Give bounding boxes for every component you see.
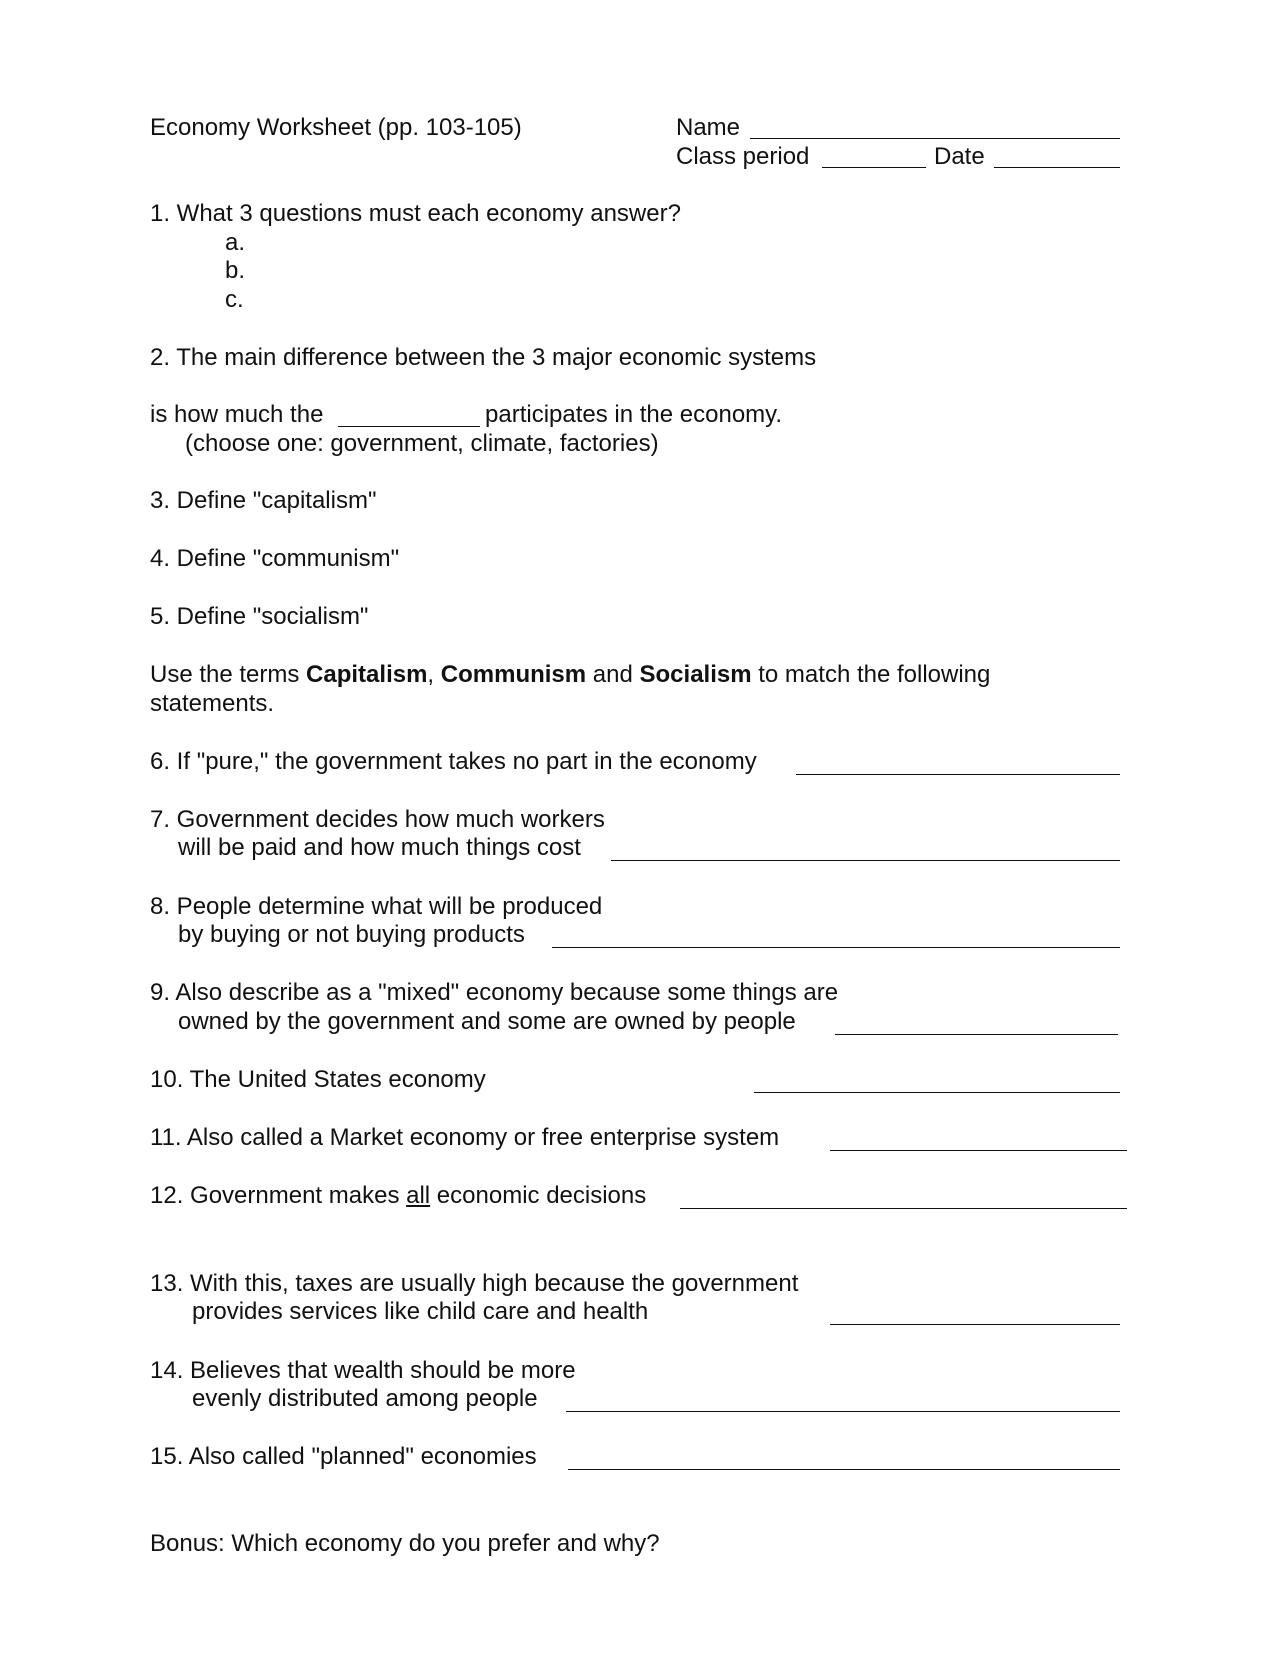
question-9-line-1: 9. Also describe as a "mixed" economy because some things are — [150, 979, 839, 1006]
question-2-line-1: 2. The main difference between the 3 major economic systems — [150, 344, 817, 371]
question-8-blank[interactable] — [552, 947, 1120, 948]
instructions-text-4: to match the following — [751, 661, 991, 688]
class-period-label: Class period — [676, 143, 810, 170]
question-10-blank[interactable] — [754, 1092, 1120, 1093]
question-7-blank[interactable] — [611, 860, 1120, 861]
instructions-text-1: Use the terms — [150, 661, 307, 688]
question-2-line-2-start: is how much the — [150, 401, 324, 428]
question-15: 15. Also called "planned" economies — [150, 1443, 537, 1470]
question-13-blank[interactable] — [830, 1324, 1120, 1325]
bonus-question: Bonus: Which economy do you prefer and why? — [150, 1530, 660, 1557]
question-1-a: a. — [225, 229, 246, 256]
question-8-line-1: 8. People determine what will be produced — [150, 893, 603, 920]
question-9-line-2: owned by the government and some are owned by people — [178, 1008, 796, 1035]
instructions-text-3: and — [586, 661, 640, 688]
question-12-emphasis: all — [406, 1182, 431, 1209]
question-2-hint: (choose one: government, climate, factories) — [185, 430, 659, 457]
question-12-text-start: 12. Government makes — [150, 1182, 407, 1209]
date-blank[interactable] — [994, 167, 1120, 168]
question-6-blank[interactable] — [796, 774, 1120, 775]
question-14-blank[interactable] — [566, 1411, 1120, 1412]
question-14-line-1: 14. Believes that wealth should be more — [150, 1357, 576, 1384]
name-blank[interactable] — [750, 138, 1120, 139]
question-11: 11. Also called a Market economy or free enterprise system — [150, 1124, 780, 1151]
question-7-line-2: will be paid and how much things cost — [178, 834, 581, 861]
question-13-line-2: provides services like child care and health — [192, 1298, 649, 1325]
question-1-b: b. — [225, 257, 246, 284]
question-7-line-1: 7. Government decides how much workers — [150, 806, 605, 833]
question-14-line-2: evenly distributed among people — [192, 1385, 538, 1412]
question-5: 5. Define "socialism" — [150, 603, 369, 630]
matching-instructions — [150, 661, 990, 689]
question-1: 1. What 3 questions must each economy answer? — [150, 200, 681, 227]
question-3: 3. Define "capitalism" — [150, 487, 377, 514]
question-2-line-2-end: participates in the economy. — [485, 401, 783, 428]
question-1-c: c. — [225, 286, 244, 313]
term-communism: Communism — [440, 661, 587, 688]
term-capitalism: Capitalism — [306, 661, 428, 688]
date-label: Date — [934, 143, 985, 170]
term-socialism: Socialism — [639, 661, 752, 688]
question-6: 6. If "pure," the government takes no part in the economy — [150, 748, 757, 775]
question-12-blank[interactable] — [680, 1208, 1127, 1209]
question-10: 10. The United States economy — [150, 1066, 486, 1093]
matching-instructions-line-2: statements. — [150, 690, 275, 717]
worksheet-title: Economy Worksheet (pp. 103-105) — [150, 114, 522, 141]
question-9-blank[interactable] — [835, 1034, 1118, 1035]
question-15-blank[interactable] — [568, 1469, 1120, 1470]
class-period-blank[interactable] — [822, 167, 926, 168]
question-11-blank[interactable] — [830, 1150, 1127, 1151]
question-4: 4. Define "communism" — [150, 545, 400, 572]
question-13-line-1: 13. With this, taxes are usually high because the government — [150, 1270, 799, 1297]
question-2-blank[interactable] — [338, 426, 480, 427]
question-12-text-end: economic decisions — [430, 1182, 647, 1209]
question-8-line-2: by buying or not buying products — [178, 921, 525, 948]
name-label: Name — [676, 114, 741, 141]
question-12 — [150, 1182, 646, 1210]
instructions-text-2: , — [427, 661, 441, 688]
